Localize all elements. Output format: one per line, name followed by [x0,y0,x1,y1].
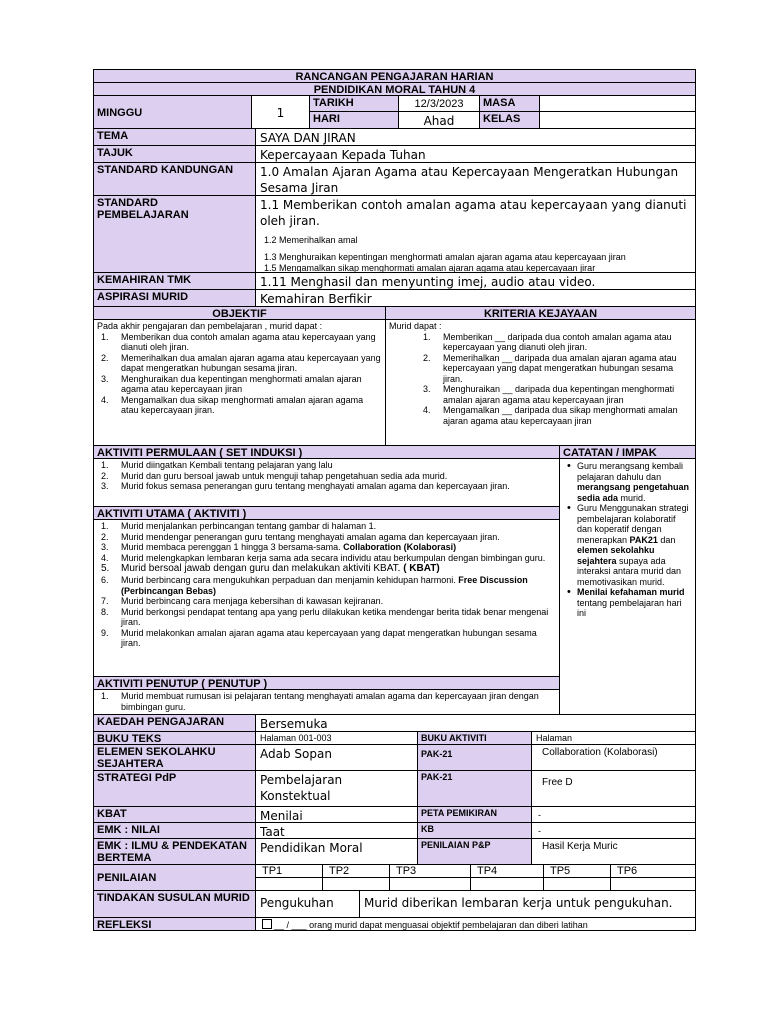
kriteria-item: 4. Mengamalkan __ daripada dua sikap menghormati amalan ajaran agama atau kepercayaan jiran [423,405,678,426]
permulaan-heading: AKTIVITI PERMULAAN ( SET INDUKSI ) [93,445,560,459]
objektif-box [93,319,386,446]
sp-line-4: 1.5 Mengamalkan sikap menghormati amalan ajaran agama atau kepercayaan jirar [264,263,596,273]
elemen-value: Adab Sopan [255,744,418,771]
buku-teks-label: BUKU TEKS [93,731,256,745]
emk-ilmu-value: Pendidikan Moral [255,838,418,865]
kemahiran-tmk-value: 1.11 Menghasil dan menyunting imej, audio atau video. [255,272,696,290]
buku-aktiviti-value: Halaman [531,731,696,745]
utama-item: 8. Murid berkongsi pendapat tentang apa yang perlu dilakukan ketika mendengar berita tidak benar mengenai jiran. [101,606,549,627]
tp5-mark[interactable] [543,877,611,891]
tindakan-label: TINDAKAN SUSULAN MURID [93,890,256,918]
emk-ilmu-label: EMK : ILMU & PENDEKATAN BERTEMA [93,838,256,865]
buku-aktiviti-label: BUKU AKTIVITI [417,731,532,745]
objektif-list [97,332,382,416]
utama-heading: AKTIVITI UTAMA ( AKTIVITI ) [93,506,560,520]
kriteria-item: 1. Memberikan __ daripada dua contoh amalan agama atau kepercayaan yang dianuti oleh jiran. [423,331,672,352]
tp4-cell: TP4 [470,864,544,878]
minggu-value: 1 [251,95,310,129]
kemahiran-tmk-label: KEMAHIRAN TMK [93,272,256,290]
kbat-label: KBAT [93,806,256,823]
refleksi-slash: / [284,920,292,930]
permulaan-item: 2. Murid dan guru bersoal jawab untuk menguji tahap pengetahuan sedia ada murid. [101,470,448,481]
penilaian-pp-label: PENILAIAN P&P [417,838,532,865]
kriteria-intro: Murid dapat : [389,321,442,331]
tp2-cell: TP2 [322,864,390,878]
utama-item: 1. Murid menjalankan perbincangan tentang gambar di halaman 1. [101,521,377,531]
objektif-heading: OBJEKTIF [93,306,386,320]
utama-item: 2. Murid mendengar penerangan guru tentang menghayati amalan agama dan kepercayaan jiran. [101,531,500,542]
catatan-item: • Guru merangsang kembali pelajaran dahulu dan merangsang pengetahuan sedia ada murid. [563,461,692,503]
catatan-box [559,458,696,715]
tajuk-label: TAJUK [93,145,256,163]
refleksi-text: orang murid dapat menguasai objektif pembelajaran dan diberi latihan [306,920,588,930]
sp-line-1: 1.1 Memberikan contoh amalan agama atau kepercayaan yang dianuti oleh jiran. [260,198,687,228]
kaedah-label: KAEDAH PENGAJARAN [93,714,256,732]
objektif-item: 3. Menghuraikan dua kepentingan menghormati amalan ajaran agama atau kepercayaan jiran [101,373,362,394]
utama-item: 9. Murid melakonkan amalan ajaran agama atau kepercayaan yang dapat mengeratkan hubungan sesama jiran. [101,627,537,648]
penutup-item: 1. Murid membuat rumusan isi pelajaran tentang menghayati amalan agama dan kepercayaan jiran dengan bimbingan guru. [101,691,539,712]
utama-box [93,519,560,677]
pak21-value-b: Free D [531,770,696,807]
tp3-mark[interactable] [389,877,471,891]
sp-line-2: 1.2 Memerihalkan amal [264,235,358,245]
buku-teks-value: Halaman 001-003 [255,731,418,745]
lesson-plan-sheet [93,69,696,931]
penutup-box [93,689,560,715]
sp-line-3: 1.3 Menghuraikan kepentingan menghormati amalan ajaran agama atau kepercayaan jiran [264,252,626,262]
kelas-label: KELAS [479,111,540,129]
tema-value: SAYA DAN JIRAN [255,128,696,146]
tp1-cell: TP1 [255,864,323,878]
emk-nilai-label: EMK : NILAI [93,822,256,839]
peta-value: - [531,806,696,823]
elemen-label: ELEMEN SEKOLAHKU SEJAHTERA [93,744,256,771]
tp3-cell: TP3 [389,864,471,878]
kb-label: KB [417,822,532,839]
permulaan-item: 3. Murid fokus semasa penerangan guru tentang menghayati amalan agama dan kepercayaan jiran. [101,481,510,491]
refleksi-blank-2: ___ [291,920,307,930]
standard-pembelajaran-label: STANDARD PEMBELAJARAN [93,195,256,273]
penutup-list [97,691,556,712]
kriteria-item: 2. Memerihalkan __ daripada dua amalan ajaran agama atau kepercayaan yang dapat mengeratkan hubungan sesama jiran. [423,352,677,384]
tajuk-value: Kepercayaan Kepada Tuhan [255,145,696,163]
standard-kandungan-value: 1.0 Amalan Ajaran Agama atau Kepercayaan Mengeratkan Hubungan Sesama Jiran [255,162,696,196]
catatan-item: • Menilai kefahaman murid tentang pembelajaran hari ini [563,587,692,619]
aspirasi-label: ASPIRASI MURID [93,289,256,307]
tp6-cell: TP6 [610,864,696,878]
peta-label: PETA PEMIKIRAN [417,806,532,823]
tp2-mark[interactable] [322,877,390,891]
tp4-mark[interactable] [470,877,544,891]
catatan-item: • Guru Menggunakan strategi pembelajaran kolaboratif dan koperatif dengan menerapkan PAK21 dan elemen sekolahku sejahtera supaya ada interaksi antara murid dan memotivasikan murid. [563,503,692,587]
masa-value [539,95,696,112]
catatan-list [563,461,692,619]
utama-list [97,521,556,649]
kriteria-heading: KRITERIA KEJAYAAN [385,306,696,320]
utama-item: 4. Murid melengkapkan lembaran kerja sama ada secara individu atau berkumpulan dengan bimbingan guru. [101,552,546,563]
utama-item: 6. Murid berbincang cara mengukuhkan perpaduan dan menjamin kehidupan harmoni. Free Discussion (Perbincangan Bebas) [101,575,528,596]
kriteria-item: 3. Menghuraikan __ daripada dua kepentingan menghormati amalan ajaran agama atau kepercayaan jiran [423,384,675,405]
plan-title-text: RANCANGAN PENGAJARAN HARIAN [295,71,494,83]
kelas-value [539,111,696,129]
kb-value: - [531,822,696,839]
pak21-value-a: Collaboration (Kolaborasi) [531,744,696,771]
standard-pembelajaran-value [255,195,696,273]
emk-nilai-value: Taat [255,822,418,839]
strategi-value: Pembelajaran Konstektual [255,770,418,807]
kriteria-box [385,319,696,446]
penilaian-label: PENILAIAN [93,864,256,891]
tp6-mark[interactable] [610,877,696,891]
utama-item: 3. Murid membaca perenggan 1 hingga 3 bersama-sama. Collaboration (Kolaborasi) [101,542,457,552]
catatan-heading: CATATAN / IMPAK [559,445,696,459]
objektif-item: 4. Mengamalkan dua sikap menghormati amalan ajaran agama atau kepercayaan jiran. [101,394,364,415]
pak21-label-a: PAK-21 [417,744,532,771]
tarikh-value: 12/3/2023 [398,95,480,112]
refleksi-blank: __ [274,920,285,930]
hari-label: HARI [309,111,399,129]
tindakan-value-2: Murid diberikan lembaran kerja untuk pengukuhan. [359,890,696,918]
objektif-item: 1. Memberikan dua contoh amalan agama atau kepercayaan yang dianuti oleh jiran. [101,331,376,352]
tema-label: TEMA [93,128,256,146]
kriteria-list [389,332,692,427]
kaedah-value: Bersemuka [255,714,696,732]
utama-item: 7. Murid berbincang cara menjaga kebersihan di kawasan kejiranan. [101,596,384,606]
penutup-heading: AKTIVITI PENUTUP ( PENUTUP ) [93,676,560,690]
aspirasi-value: Kemahiran Berfikir [255,289,696,307]
kbat-value: Menilai [255,806,418,823]
tp1-mark[interactable] [255,877,323,891]
subject-title-text: PENDIDIKAN MORAL TAHUN 4 [313,84,476,96]
permulaan-item: 1. Murid diingatkan Kembali tentang pelajaran yang lalu [101,460,333,470]
checkbox-icon[interactable] [262,919,272,929]
masa-label: MASA [479,95,540,112]
objektif-intro: Pada akhir pengajaran dan pembelajaran , murid dapat : [97,321,323,331]
permulaan-box [93,458,560,507]
hari-value: Ahad [398,111,480,129]
utama-item: 5. Murid bersoal jawab dengan guru dan melakukan aktiviti KBAT. ( KBAT) [101,563,440,574]
strategi-label: STRATEGI PdP [93,770,256,807]
plan-title [93,69,696,83]
minggu-label: MINGGU [93,95,252,129]
refleksi-value [255,917,696,931]
permulaan-list [97,460,556,492]
tindakan-value-1: Pengukuhan [255,890,360,918]
objektif-item: 2. Memerihalkan dua amalan ajaran agama atau kepercayaan yang dapat mengeratkan hubungan sesama jiran. [101,352,381,373]
refleksi-label: REFLEKSI [93,917,256,931]
tp5-cell: TP5 [543,864,611,878]
standard-kandungan-label: STANDARD KANDUNGAN [93,162,256,196]
pak21-label-b: PAK-21 [417,770,532,807]
penilaian-pp-value: Hasil Kerja Muric [531,838,696,865]
subject-title [93,82,696,96]
tarikh-label: TARIKH [309,95,399,112]
